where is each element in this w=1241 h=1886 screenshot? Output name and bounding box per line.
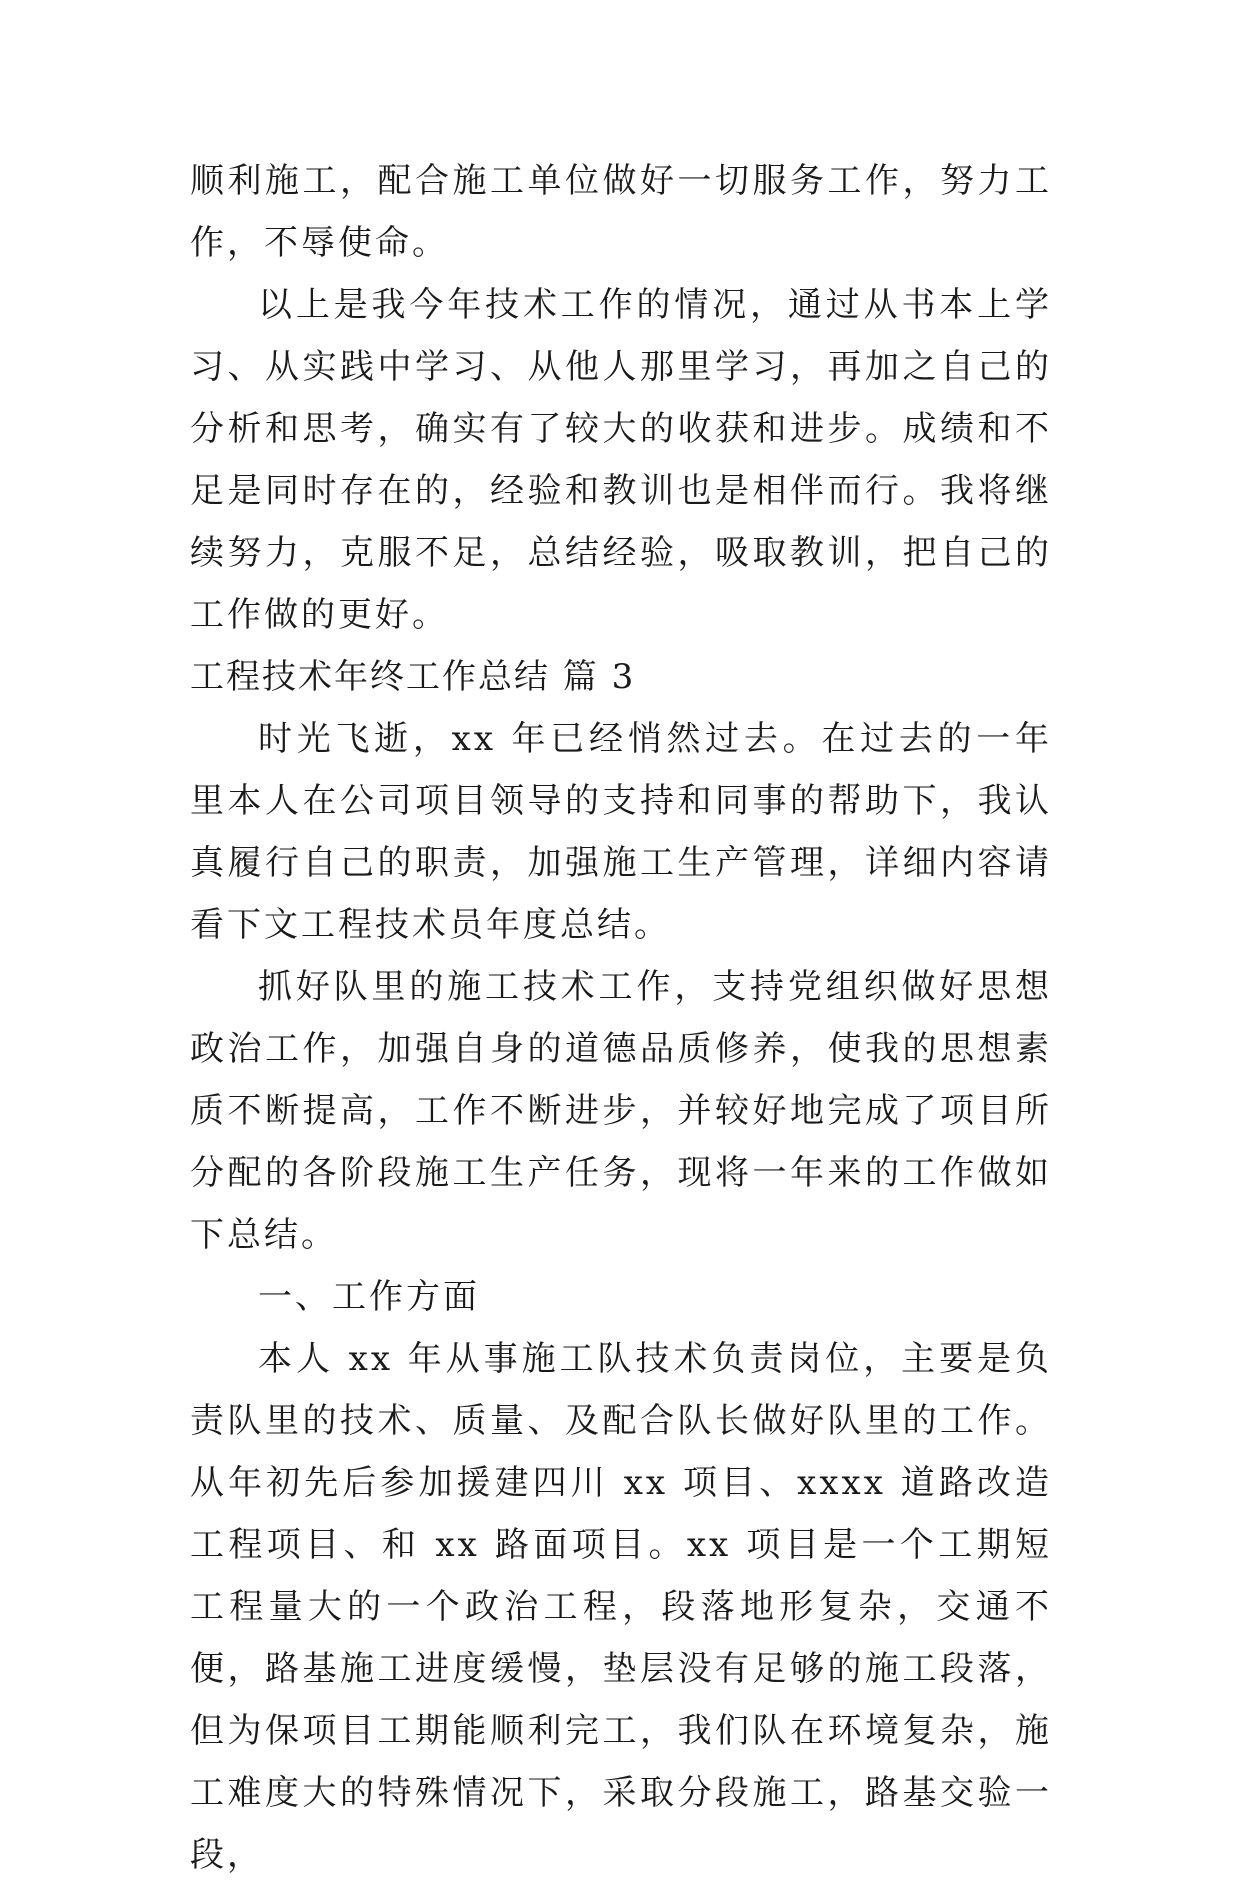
subheading-work-aspect: 一、工作方面 — [258, 1277, 480, 1317]
paragraph-continuation: 顺利施工，配合施工单位做好一切服务工作，努力工作，不辱使命。 — [190, 161, 1052, 263]
section-heading: 工程技术年终工作总结 篇 3 — [190, 657, 636, 697]
paragraph-intro: 时光飞逝，xx 年已经悄然过去。在过去的一年里本人在公司项目领导的支持和同事的帮助下，我认真履行自己的职责，加强施工生产管理，详细内容请看下文工程技术员年度总结。 — [190, 719, 1052, 945]
paragraph-work-detail: 本人 xx 年从事施工队技术负责岗位，主要是负责队里的技术、质量、及配合队长做好队里的工作。从年初先后参加援建四川 xx 项目、xxxx 道路改造工程项目、和 xx 路面项目。xx 项目是一个工期短工程量大的一个政治工程，段落地形复杂，交通不便，路基施工进度缓慢，垫层没有足够的施工段落，但为保项目工期能顺利完工，我们队在环境复杂，施工难度大的特殊情况下，采取分段施工，路基交验一段， — [190, 1339, 1052, 1875]
paragraph-summary: 以上是我今年技术工作的情况，通过从书本上学习、从实践中学习、从他人那里学习，再加之自己的分析和思考，确实有了较大的收获和进步。成绩和不足是同时存在的，经验和教训也是相伴而行。我将继续努力，克服不足，总结经验，吸取教训，把自己的工作做的更好。 — [190, 285, 1052, 635]
paragraph-overview: 抓好队里的施工技术工作，支持党组织做好思想政治工作，加强自身的道德品质修养，使我的思想素质不断提高，工作不断进步，并较好地完成了项目所分配的各阶段施工生产任务，现将一年来的工作做如下总结。 — [190, 967, 1052, 1255]
document-body — [190, 150, 1052, 1886]
